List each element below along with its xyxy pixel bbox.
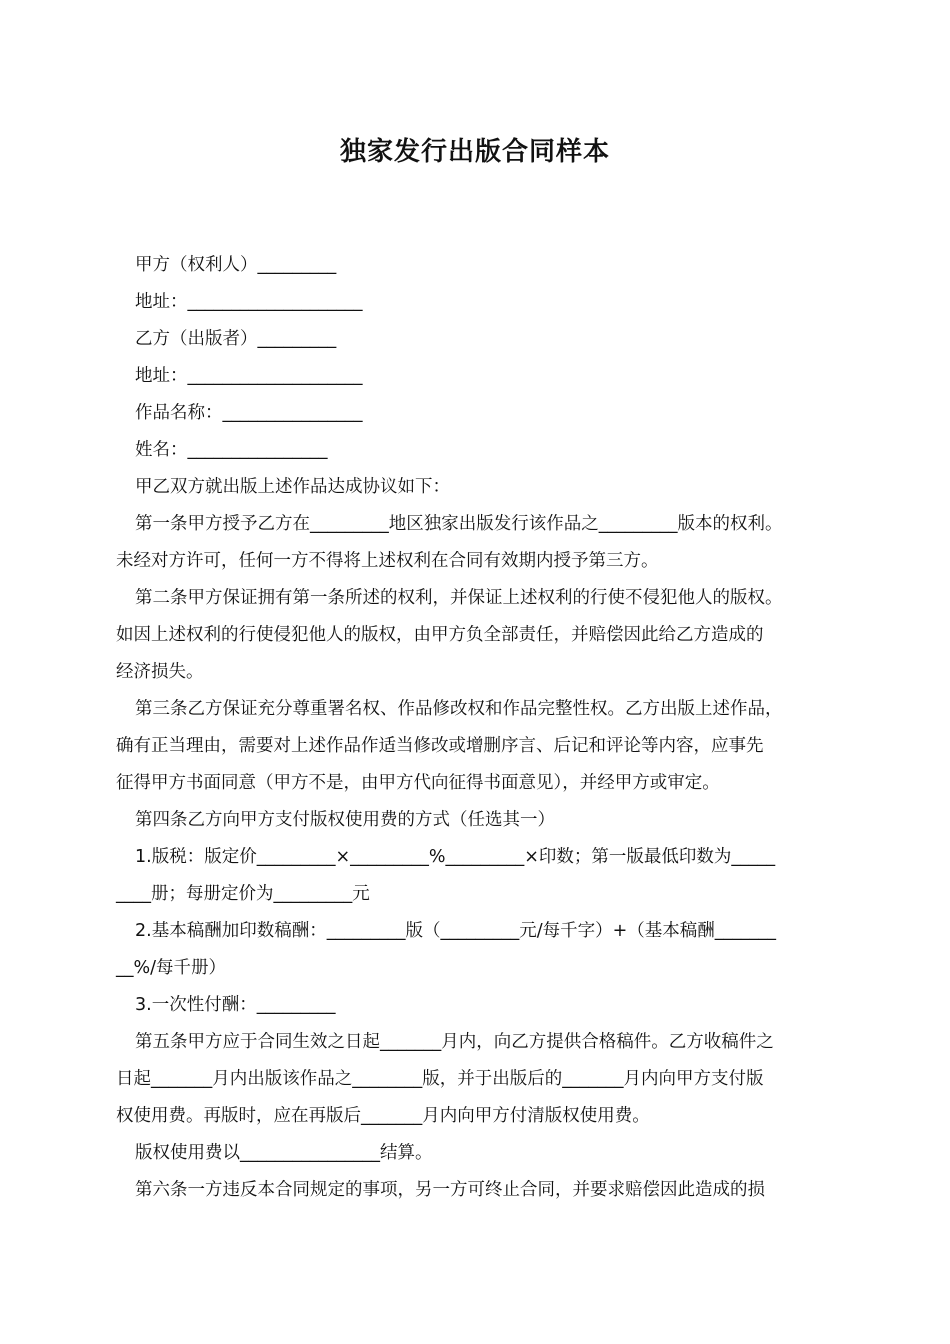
option-2-line-2: __%/每千册） xyxy=(116,958,227,978)
party-b-address-line: 地址：____________________ xyxy=(135,366,363,386)
article-3-line-3: 征得甲方书面同意（甲方不是，由甲方代向征得书面意见），并经甲方或审定。 xyxy=(116,773,720,793)
article-6-line-1: 第六条一方违反本合同规定的事项，另一方可终止合同，并要求赔偿因此造成的损 xyxy=(135,1180,765,1200)
article-5-line-3: 权使用费。再版时，应在再版后_______月内向甲方付清版权使用费。 xyxy=(116,1106,650,1126)
article-1-line-2: 未经对方许可，任何一方不得将上述权利在合同有效期内授予第三方。 xyxy=(116,551,659,571)
article-5-line-2: 日起_______月内出版该作品之________版，并于出版后的_______月内向甲方支付版 xyxy=(116,1069,764,1089)
article-2-line-1: 第二条甲方保证拥有第一条所述的权利，并保证上述权利的行使不侵犯他人的版权。 xyxy=(135,588,783,608)
work-title-line: 作品名称：________________ xyxy=(135,403,363,423)
party-b-line: 乙方（出版者）_________ xyxy=(135,329,337,349)
option-1-line-1: 1.版税：版定价_________×_________%_________×印数；第一版最低印数为_____ xyxy=(135,847,776,867)
option-3-line: 3.一次性付酬：_________ xyxy=(135,995,336,1015)
document-title: 独家发行出版合同样本 xyxy=(339,137,610,167)
article-2-line-3: 经济损失。 xyxy=(116,662,204,682)
option-1-line-2: ____册；每册定价为_________元 xyxy=(116,884,370,904)
agreement-intro: 甲乙双方就出版上述作品达成协议如下： xyxy=(135,477,450,497)
option-2-line-1: 2.基本稿酬加印数稿酬：_________版（_________元/每千字）+（基本稿酬_______ xyxy=(135,921,777,941)
name-line: 姓名：________________ xyxy=(135,440,328,460)
party-a-line: 甲方（权利人）_________ xyxy=(135,255,337,275)
document-body xyxy=(116,247,840,1209)
article-3-line-2: 确有正当理由，需要对上述作品作适当修改或增删序言、后记和评论等内容，应事先 xyxy=(116,736,764,756)
article-4-heading: 第四条乙方向甲方支付版权使用费的方式（任选其一） xyxy=(135,810,555,830)
article-1-line-1: 第一条甲方授予乙方在_________地区独家出版发行该作品之_________版本的权利。 xyxy=(135,514,783,534)
party-a-address-line: 地址：____________________ xyxy=(135,292,363,312)
article-5-line-1: 第五条甲方应于合同生效之日起_______月内，向乙方提供合格稿件。乙方收稿件之 xyxy=(135,1032,774,1052)
article-2-line-2: 如因上述权利的行使侵犯他人的版权，由甲方负全部责任，并赔偿因此给乙方造成的 xyxy=(116,625,764,645)
settlement-line: 版权使用费以________________结算。 xyxy=(135,1143,433,1163)
article-3-line-1: 第三条乙方保证充分尊重署名权、作品修改权和作品完整性权。乙方出版上述作品， xyxy=(135,699,783,719)
